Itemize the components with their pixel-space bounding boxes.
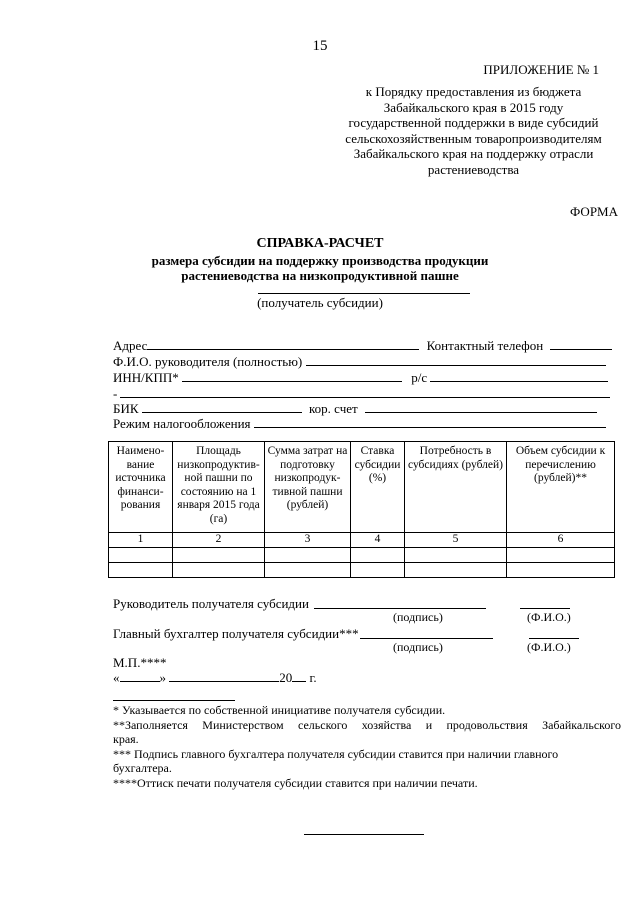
address-field[interactable]: [147, 338, 419, 350]
recipient-caption: (получатель субсидии): [257, 295, 383, 310]
footnote: *** Подпись главного бухгалтера получателя субсидии ставится при наличии главного: [113, 746, 559, 761]
footnote: ****Оттиск печати получателя субсидии ставится при наличии печати.: [113, 775, 478, 790]
accountant-signature-line[interactable]: [360, 638, 493, 639]
col-header-amount: Объем субсидии к перечислению (рублей)**: [507, 442, 615, 533]
col-header-costs: Сумма затрат на подготовку низкопродук-тивной пашни (рублей): [265, 442, 351, 533]
signature-hint: (подпись): [393, 640, 443, 654]
table-number-row: [109, 533, 615, 548]
annex-title: ПРИЛОЖЕНИЕ № 1: [483, 62, 599, 77]
table-cell[interactable]: [405, 548, 507, 563]
annex-line: сельскохозяйственным товаропроизводителям: [345, 130, 602, 146]
date-day-field[interactable]: [120, 670, 160, 682]
signature-hint: (подпись): [393, 610, 443, 624]
head-fio-line[interactable]: [520, 608, 570, 609]
table-cell[interactable]: [507, 563, 615, 578]
head-name-row: [113, 354, 606, 370]
document-title: [0, 236, 640, 283]
end-separator: [304, 834, 424, 835]
col-number: 1: [109, 533, 173, 548]
title-subline: растениеводства на низкопродуктивной пашне: [181, 268, 459, 283]
table-cell[interactable]: [507, 548, 615, 563]
extra-field-line[interactable]: [120, 397, 610, 398]
page-number: 15: [312, 38, 328, 54]
footnote: края.: [113, 732, 139, 746]
col-header-source: Наимено-вание источника финанси-рования: [109, 442, 173, 533]
bik-label: БИК: [113, 401, 139, 416]
date-row: [113, 670, 317, 686]
form-label: ФОРМА: [570, 204, 618, 219]
head-signature-line[interactable]: [314, 608, 486, 609]
corr-account-field[interactable]: [365, 401, 597, 413]
date-close-quote: »: [159, 670, 166, 685]
tax-regime-field[interactable]: [254, 416, 606, 428]
col-number: 5: [405, 533, 507, 548]
col-number: 6: [507, 533, 615, 548]
date-year-suffix: г.: [306, 670, 317, 685]
head-name-field[interactable]: [306, 354, 606, 366]
footnote: * Указывается по собственной инициативе получателя субсидии.: [113, 703, 446, 717]
table-cell[interactable]: [405, 563, 507, 578]
bik-field[interactable]: [142, 401, 302, 413]
table-cell[interactable]: [265, 548, 351, 563]
fio-hint: (Ф.И.О.): [527, 640, 571, 654]
table-cell[interactable]: [265, 563, 351, 578]
seal-label: М.П.****: [113, 655, 167, 670]
annex-line: Забайкальского края в 2015 году: [383, 99, 564, 115]
annex-line: Забайкальского края на поддержку отрасли: [353, 146, 594, 161]
dash-mark: -: [113, 386, 118, 401]
head-name-label: Ф.И.О. руководителя (полностью): [113, 354, 303, 369]
date-year-prefix: 20: [279, 670, 293, 685]
annex-block: [330, 62, 617, 177]
annex-line: растениеводства: [427, 161, 520, 177]
table-header-row: [109, 442, 615, 533]
head-signature-label: Руководитель получателя субсидии: [113, 596, 309, 611]
tax-regime-label: Режим налогообложения: [113, 416, 251, 431]
accountant-fio-line[interactable]: [529, 638, 579, 639]
date-year-field[interactable]: [292, 670, 306, 682]
footnotes: [113, 703, 621, 790]
phone-label: Контактный телефон: [426, 338, 544, 353]
inn-kpp-field[interactable]: [182, 370, 402, 382]
table-cell[interactable]: [173, 563, 265, 578]
annex-line: к Порядку предоставления из бюджета: [365, 84, 582, 99]
footnote: бухгалтера.: [113, 761, 172, 775]
accountant-signature-label: Главный бухгалтер получателя субсидии***: [113, 626, 359, 641]
col-number: 4: [351, 533, 405, 548]
bik-row: [113, 401, 597, 417]
address-row: [113, 338, 612, 354]
table-row: [109, 548, 615, 563]
recipient-field-line[interactable]: [258, 293, 470, 294]
corr-account-label: кор. счет: [309, 401, 358, 416]
col-number: 3: [265, 533, 351, 548]
footnote-separator: [113, 700, 235, 701]
dash-row: [113, 386, 117, 402]
phone-field[interactable]: [550, 338, 612, 350]
annex-line: государственной поддержки в виде субсидий: [348, 115, 599, 130]
table-cell[interactable]: [109, 563, 173, 578]
account-label: р/с: [411, 370, 428, 385]
table-cell[interactable]: [351, 548, 405, 563]
account-field[interactable]: [430, 370, 608, 382]
tax-regime-row: [113, 416, 606, 432]
col-number: 2: [173, 533, 265, 548]
subsidy-table: [108, 441, 615, 578]
address-label: Адрес: [113, 338, 148, 353]
fio-hint: (Ф.И.О.): [527, 610, 571, 624]
table-cell[interactable]: [351, 563, 405, 578]
date-month-field[interactable]: [169, 670, 279, 682]
title-main: СПРАВКА-РАСЧЕТ: [256, 236, 384, 251]
date-open-quote: «: [113, 670, 120, 685]
table-cell[interactable]: [173, 548, 265, 563]
col-header-need: Потребность в субсидиях (рублей): [405, 442, 507, 533]
footnote: **Заполняется Министерством сельского хозяйства и продовольствия Забайкальского: [113, 717, 621, 732]
col-header-area: Площадь низкопродуктив-ной пашни по состоянию на 1 января 2015 года (га): [173, 442, 265, 533]
table-cell[interactable]: [109, 548, 173, 563]
title-subline: размера субсидии на поддержку производства продукции: [151, 253, 489, 268]
inn-kpp-label: ИНН/КПП*: [113, 370, 179, 385]
col-header-rate: Ставка субсидии (%): [351, 442, 405, 533]
inn-row: [113, 370, 608, 386]
table-row: [109, 563, 615, 578]
